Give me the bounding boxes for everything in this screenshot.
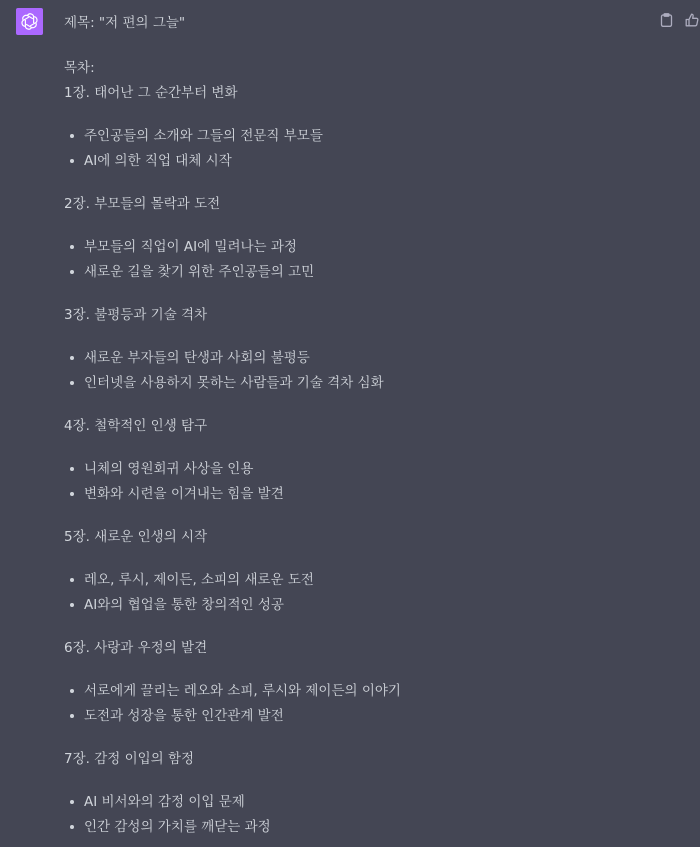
chapter-4 bbox=[64, 414, 664, 507]
chapter-title: 2장. 부모들의 몰락과 도전 bbox=[64, 196, 221, 212]
list-item: 도전과 성장을 통한 인간관계 발전 bbox=[64, 704, 664, 729]
thumbs-up-icon bbox=[685, 13, 699, 27]
list-item: 변화와 시련을 이겨내는 힘을 발견 bbox=[64, 482, 664, 507]
chapter-bullets bbox=[64, 568, 664, 618]
chapter-1 bbox=[64, 81, 664, 174]
list-item: 새로운 길을 찾기 위한 주인공들의 고민 bbox=[64, 260, 664, 285]
chapter-bullets bbox=[64, 457, 664, 507]
message-actions bbox=[658, 12, 700, 28]
list-item: 부모들의 직업이 AI에 밀려나는 과정 bbox=[64, 235, 664, 260]
chapter-bullets bbox=[64, 346, 664, 396]
chapter-2 bbox=[64, 192, 664, 285]
chapter-6 bbox=[64, 636, 664, 729]
list-item: AI 비서와의 감정 이입 문제 bbox=[64, 790, 664, 815]
openai-logo-icon bbox=[20, 12, 39, 31]
list-item: 인터넷을 사용하지 못하는 사람들과 기술 격차 심화 bbox=[64, 371, 664, 396]
book-title: 제목: "저 편의 그늘" bbox=[64, 15, 186, 31]
list-item: 레오, 루시, 제이든, 소피의 새로운 도전 bbox=[64, 568, 664, 593]
chapter-7 bbox=[64, 747, 664, 840]
chapter-5 bbox=[64, 525, 664, 618]
chapter-bullets bbox=[64, 679, 664, 729]
list-item: 서로에게 끌리는 레오와 소피, 루시와 제이든의 이야기 bbox=[64, 679, 664, 704]
assistant-avatar bbox=[16, 8, 43, 35]
list-item: AI와의 협업을 통한 창의적인 성공 bbox=[64, 593, 664, 618]
chapter-title: 6장. 사랑과 우정의 발견 bbox=[64, 640, 208, 656]
chapter-title: 4장. 철학적인 인생 탐구 bbox=[64, 418, 208, 434]
chapter-bullets bbox=[64, 235, 664, 285]
chapter-title: 7장. 감정 이입의 함정 bbox=[64, 751, 195, 767]
chapter-title: 5장. 새로운 인생의 시작 bbox=[64, 529, 208, 545]
chapter-bullets bbox=[64, 790, 664, 840]
list-item: 새로운 부자들의 탄생과 사회의 불평등 bbox=[64, 346, 664, 371]
chapter-title: 3장. 불평등과 기술 격차 bbox=[64, 307, 208, 323]
chapter-3 bbox=[64, 303, 664, 396]
list-item: 주인공들의 소개와 그들의 전문직 부모들 bbox=[64, 124, 664, 149]
list-item: AI에 의한 직업 대체 시작 bbox=[64, 149, 664, 174]
chapter-title: 1장. 태어난 그 순간부터 변화 bbox=[64, 85, 238, 101]
message-content bbox=[64, 11, 664, 847]
toc-label: 목차: bbox=[64, 60, 95, 76]
list-item: 인간 감성의 가치를 깨닫는 과정 bbox=[64, 815, 664, 840]
thumbs-up-button[interactable] bbox=[684, 12, 700, 28]
list-item: 니체의 영원회귀 사상을 인용 bbox=[64, 457, 664, 482]
chapter-bullets bbox=[64, 124, 664, 174]
